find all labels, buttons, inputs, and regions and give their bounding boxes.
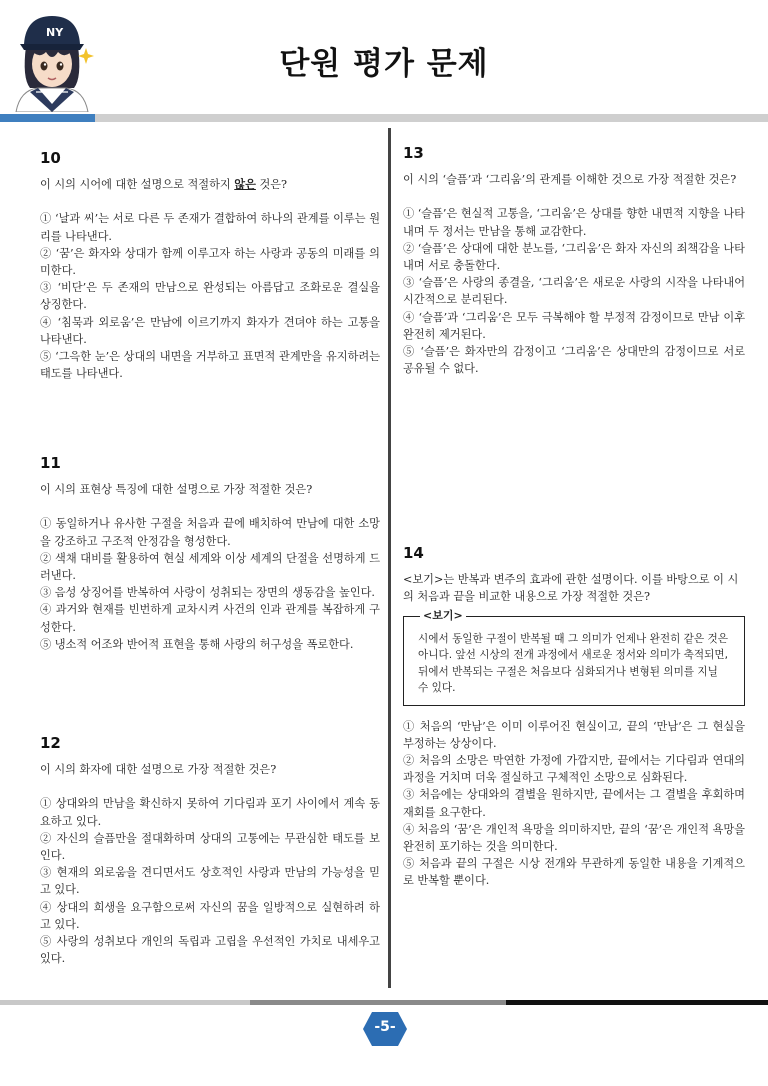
question-11 (40, 455, 380, 653)
page-number: -5- (374, 1019, 396, 1035)
question-number: 13 (403, 144, 424, 162)
option-5: ⑤ 냉소적 어조와 반어적 표현을 통해 사랑의 허구성을 폭로한다. (40, 637, 354, 651)
option-1: ① 상대와의 만남을 확신하지 못하여 기다림과 포기 사이에서 계속 동요하고 있다. (40, 797, 380, 828)
option-4: ④ 과거와 현재를 빈번하게 교차시켜 사건의 인과 관계를 복잡하게 구성한다. (40, 603, 380, 634)
question-number: 12 (40, 734, 61, 752)
bogi-label: <보기> (420, 608, 466, 625)
question-12 (40, 735, 380, 967)
option-4: ④ ‘침묵과 외로움’은 만남에 이르기까지 화자가 견뎌야 하는 고통을 나타낸다. (40, 315, 380, 346)
option-5: ⑤ ‘그윽한 눈’은 상대의 내면을 거부하고 표면적 관계만을 유지하려는 태도를 나타낸다. (40, 350, 380, 381)
bogi-text: 시에서 동일한 구절이 반복될 때 그 의미가 언제나 완전히 같은 것은 아니다. 앞선 시상의 전개 과정에서 새로운 정서와 의미가 축적되면, 뒤에서 반복되는 구절은 처음보다 심화되거나 변형된 의미를 지닐 수 있다. (418, 632, 728, 695)
header-rule (95, 114, 768, 122)
page-header (0, 0, 768, 125)
option-1: ① ‘슬픔’은 현실적 고통을, ‘그리움’은 상대를 향한 내면적 지향을 나타내며 두 정서는 만남을 통해 교감한다. (403, 207, 745, 238)
stem-emphasis: 않은 (234, 177, 256, 192)
question-stem: 이 시의 표현상 특징에 대한 설명으로 가장 적절한 것은? (40, 483, 313, 497)
option-2: ② 색채 대비를 활용하여 현실 세계와 이상 세계의 단절을 선명하게 드러낸다. (40, 551, 380, 583)
option-1: ① 처음의 ‘만남’은 이미 이루어진 현실이고, 끝의 ‘만남’은 그 현실을 부정하는 상상이다. (403, 719, 745, 750)
question-stem: <보기>는 반복과 변주의 효과에 관한 설명이다. 이를 바탕으로 이 시의 처음과 끝을 비교한 내용으로 가장 적절한 것은? (403, 573, 739, 604)
question-stem (40, 176, 380, 193)
option-2: ② ‘슬픔’은 상대에 대한 분노를, ‘그리움’은 화자 자신의 죄책감을 나타내며 서로 충돌한다. (403, 241, 745, 273)
question-stem: 이 시의 화자에 대한 설명으로 가장 적절한 것은? (40, 763, 277, 777)
option-1: ① ‘날과 씨’는 서로 다른 두 존재가 결합하여 하나의 관계를 이루는 원리를 나타낸다. (40, 212, 380, 243)
option-5: ⑤ 처음과 끝의 구절은 시상 전개와 무관하게 동일한 내용을 기계적으로 반복할 뿐이다. (403, 857, 745, 888)
question-number: 11 (40, 454, 61, 472)
option-5: ⑤ 사랑의 성취보다 개인의 독립과 고립을 우선적인 가치로 내세우고 있다. (40, 935, 380, 966)
option-4: ④ 상대의 희생을 요구함으로써 자신의 꿈을 일방적으로 실현하려 하고 있다. (40, 900, 380, 931)
question-number: 10 (40, 149, 61, 167)
option-2: ② 자신의 슬픔만을 절대화하며 상대의 고통에는 무관심한 태도를 보인다. (40, 831, 380, 863)
option-1: ① 동일하거나 유사한 구절을 처음과 끝에 배치하여 만남에 대한 소망을 강조하고 구조적 안정감을 형성한다. (40, 517, 380, 548)
option-2: ② 처음의 소망은 막연한 가정에 가깝지만, 끝에서는 기다림과 연대의 과정을 거치며 더욱 절실하고 구체적인 소망으로 심화된다. (403, 754, 745, 785)
svg-text:NY: NY (46, 26, 64, 39)
stem-text: 것은? (255, 178, 288, 192)
footer-rule-light (0, 1000, 250, 1005)
question-stem: 이 시의 ‘슬픔’과 ‘그리움’의 관계를 이해한 것으로 가장 적절한 것은? (403, 173, 737, 187)
option-3: ③ ‘비단’은 두 존재의 만남으로 완성되는 아름답고 조화로운 결실을 상징한다. (40, 281, 380, 312)
option-2: ② ‘꿈’은 화자와 상대가 함께 이루고자 하는 사랑과 공동의 미래를 의미한다. (40, 246, 380, 278)
footer-rule-mid (250, 1000, 506, 1005)
question-14 (403, 545, 745, 890)
option-3: ③ 음성 상징어를 반복하여 사랑이 성취되는 장면의 생동감을 높인다. (40, 586, 375, 600)
header-rule-accent (0, 114, 95, 122)
option-3: ③ 현재의 외로움을 견디면서도 상호적인 사랑과 만남의 가능성을 믿고 있다. (40, 866, 380, 897)
question-13 (403, 145, 745, 377)
footer-rule-dark (506, 1000, 768, 1005)
option-3: ③ 처음에는 상대와의 결별을 원하지만, 끝에서는 그 결별을 후회하며 재회를 요구한다. (403, 788, 745, 819)
bogi-box (403, 608, 745, 706)
question-number: 14 (403, 544, 424, 562)
stem-text: 이 시의 시어에 대한 설명으로 적절하지 (40, 178, 235, 192)
column-divider (388, 128, 391, 988)
page-title: 단원 평가 문제 (279, 46, 489, 82)
option-4: ④ 처음의 ‘꿈’은 개인적 욕망을 의미하지만, 끝의 ‘꿈’은 개인적 욕망을 완전히 포기하는 것을 의미한다. (403, 822, 745, 854)
question-10 (40, 150, 380, 382)
option-4: ④ ‘슬픔’과 ‘그리움’은 모두 극복해야 할 부정적 감정이므로 만남 이후 완전히 제거된다. (403, 310, 745, 341)
option-3: ③ ‘슬픔’은 사랑의 종결을, ‘그리움’은 새로운 사랑의 시작을 나타내어 시간적으로 분리된다. (403, 276, 745, 307)
option-5: ⑤ ‘슬픔’은 화자만의 감정이고 ‘그리움’은 상대만의 감정이므로 서로 공유될 수 없다. (403, 345, 745, 376)
